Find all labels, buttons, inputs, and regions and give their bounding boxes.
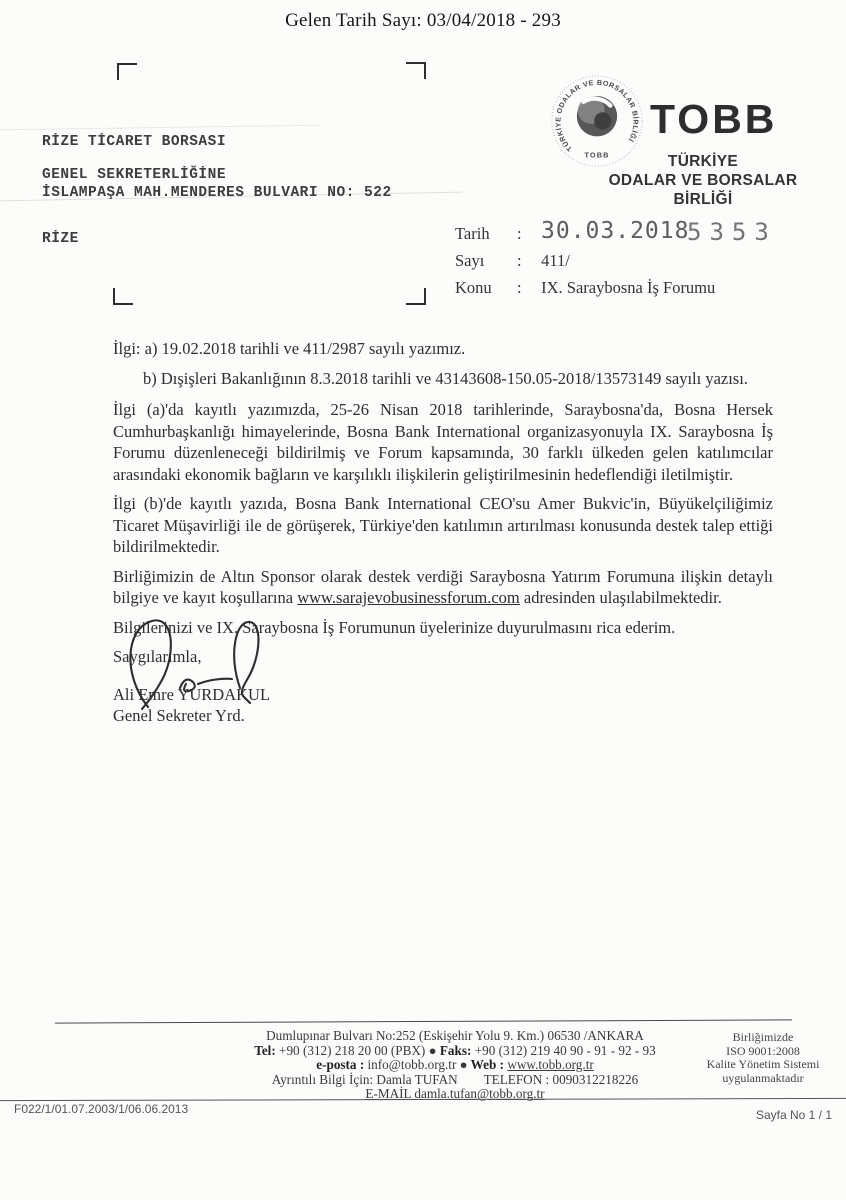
sayi-value: 411/	[541, 251, 570, 270]
paragraph-2: İlgi (b)'de kayıtlı yazıda, Bosna Bank International CEO'su Amer Bukvic'in, Büyükelçiliğimiz Ticaret Müşavirliği ile de görüşerek, Türkiye'den katılımın artırılması konusunda destek talep ettiği bildirilmektedir.	[113, 494, 773, 556]
recipient-street: İSLAMPAŞA MAH.MENDERES BULVARI NO: 522	[42, 185, 392, 201]
telefon-value: 0090312218226	[549, 1071, 639, 1087]
incoming-date-number-header: Gelen Tarih Sayı: 03/04/2018 - 293	[285, 10, 561, 31]
konu-label: Konu	[455, 278, 492, 297]
meta-row-sayi	[455, 251, 715, 278]
web-label: Web :	[467, 1057, 508, 1072]
footer-phone-line	[160, 1044, 750, 1059]
faks-value: +90 (312) 219 40 90 - 91 - 92 - 93	[471, 1042, 656, 1058]
signer-name: Ali Emre YURDAKUL	[113, 685, 271, 704]
tarih-colon: :	[517, 224, 522, 243]
sayi-label: Sayı	[455, 251, 485, 270]
seal-ring-text: TÜRKİYE ODALAR VE BORSALAR BİRLİĞİ	[554, 78, 640, 153]
footer-divider-line	[55, 1019, 792, 1023]
envelope-window-bracket-bottom-left	[113, 288, 133, 305]
reference-a: İlgi: a) 19.02.2018 tarihli ve 411/2987 sayılı yazımız.	[113, 339, 466, 358]
footer-contact-block	[160, 1029, 750, 1102]
signer-title: Genel Sekreter Yrd.	[113, 706, 245, 725]
number-stamp: 5353	[687, 218, 777, 246]
scan-artifact-line	[0, 125, 320, 130]
recipient-address-block	[42, 133, 392, 248]
iso-line1: Birliğimizde	[732, 1030, 794, 1044]
org-acronym: TOBB	[650, 96, 778, 142]
paragraph-3-text-after: adresinden ulaşılabilmektedir.	[519, 588, 722, 607]
page-number: Sayfa No 1 / 1	[755, 1108, 832, 1122]
konu-value: IX. Saraybosna İş Forumu	[541, 278, 716, 297]
org-name-line3: BİRLİĞİ	[673, 191, 733, 208]
email-label: E-MAİL	[365, 1086, 415, 1101]
tel-value: +90 (312) 218 20 00 (PBX)	[275, 1042, 429, 1058]
iso-line2: ISO 9001:2008	[726, 1043, 800, 1058]
recipient-city: RİZE	[42, 231, 79, 247]
footer-contact-person-line	[160, 1073, 750, 1088]
org-name-line2: ODALAR VE BORSALAR	[608, 172, 798, 189]
closing-salutation: Saygılarımla,	[113, 647, 202, 666]
konu-colon: :	[517, 278, 522, 297]
recipient-name: RİZE TİCARET BORSASI	[42, 134, 227, 150]
tel-label: Tel:	[254, 1042, 276, 1058]
envelope-window-bracket-bottom-right	[406, 288, 426, 305]
iso-certification-block	[688, 1031, 838, 1085]
signer-block	[113, 684, 270, 726]
faks-label: Faks:	[436, 1042, 472, 1058]
form-code: F022/1/01.07.2003/1/06.06.2013	[14, 1102, 189, 1116]
bullet-icon: ●	[428, 1042, 437, 1058]
footer-address: Dumlupınar Bulvarı No:252 (Eskişehir Yolu 9. Km.) 06530 /ANKARA	[266, 1028, 644, 1043]
iso-line4: uygulanmaktadır	[722, 1070, 804, 1085]
tarih-label: Tarih	[455, 224, 490, 243]
org-full-name	[588, 152, 818, 209]
email-value: damla.tufan@tobb.org.tr	[414, 1086, 545, 1101]
paragraph-1: İlgi (a)'da kayıtlı yazımızda, 25-26 Nisan 2018 tarihlerinde, Saraybosna'da, Bosna Hersek Cumhurbaşkanlığı himayelerinde, Bosna Bank International organizasyonuyla IX. Saraybosna İş Forumu düzenleneceği bildirilmiş ve Forum kapsamında, 30 farklı ülkeden gelen katılımcılar arasındaki ekonomik bağların ve karşılıklı ilişkilerin geliştirilmesinin hedeflendiği iletilmiştir.	[113, 400, 773, 484]
paragraph-4: Bilgilerinizi ve IX. Saraybosna İş Forumunun üyelerinize duyurulmasını rica ederim.	[113, 617, 676, 637]
date-stamp: 30.03.2018	[541, 218, 690, 244]
eposta-value: info@tobb.org.tr	[364, 1057, 460, 1072]
envelope-window-bracket-top-left	[117, 63, 137, 80]
web-value: www.tobb.org.tr	[507, 1057, 594, 1072]
eposta-label: e-posta :	[316, 1057, 365, 1072]
envelope-window-bracket-top-right	[406, 62, 426, 79]
letter-meta-block	[455, 218, 777, 305]
meta-row-tarih	[455, 218, 777, 251]
recipient-department: GENEL SEKRETERLİĞİNE	[42, 167, 227, 183]
org-name-line1: TÜRKİYE	[667, 153, 739, 170]
meta-row-konu	[455, 278, 715, 305]
paragraph-3	[113, 566, 773, 609]
seal-bottom-text: TOBB	[584, 150, 610, 160]
paragraph-3-text: Birliğimizin de Altın Sponsor olarak destek verdiği Saraybosna Yatırım Forumuna ilişkin detaylı bilgiye ve kayıt koşullarına	[113, 566, 773, 607]
telefon-label: TELEFON :	[483, 1071, 550, 1087]
reference-b: b) Dışişleri Bakanlığının 8.3.2018 tarihli ve 43143608-150.05-2018/13573149 sayılı yazısı.	[143, 368, 748, 388]
bullet-icon: ●	[459, 1057, 468, 1072]
footer-email-web-line	[160, 1058, 750, 1073]
forum-website-link: www.sarajevobusinessforum.com	[297, 588, 520, 607]
info-contact: Ayrıntılı Bilgi İçin: Damla TUFAN	[271, 1071, 458, 1087]
iso-line3: Kalite Yönetim Sistemi	[706, 1057, 820, 1071]
sayi-colon: :	[517, 251, 522, 270]
